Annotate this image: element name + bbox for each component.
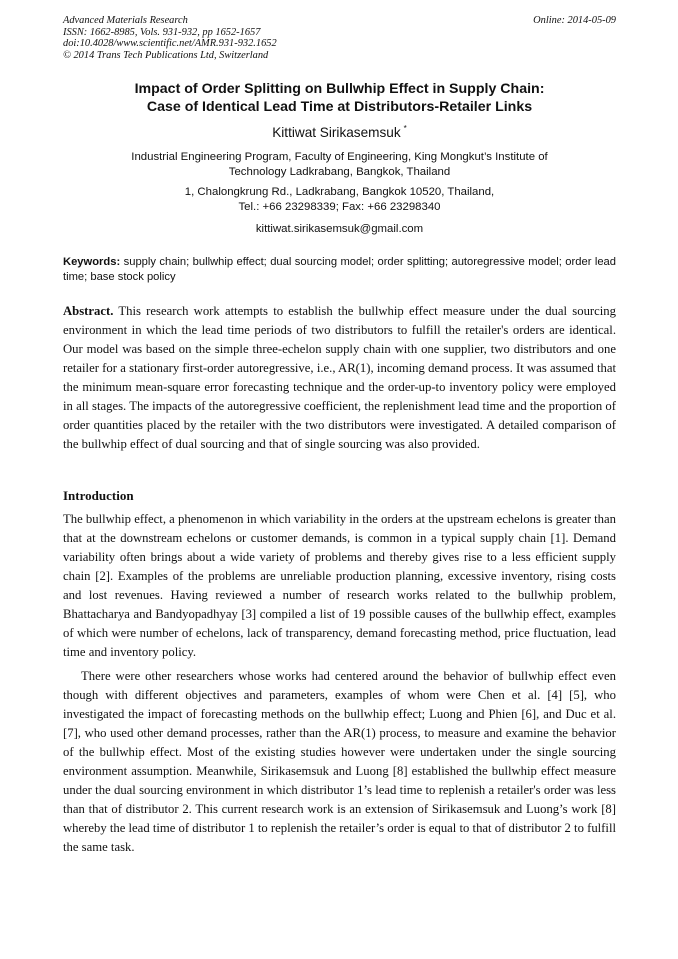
doi-line: doi:10.4028/www.scientific.net/AMR.931-932.1652 [63, 38, 277, 49]
address-line-2: Tel.: +66 23298339; Fax: +66 23298340 [238, 201, 441, 213]
journal-name: Advanced Materials Research [63, 15, 188, 26]
keywords [63, 255, 616, 285]
affiliation [63, 150, 616, 180]
abstract-text: This research work attempts to establish the bullwhip effect measure under the dual sourcing environment in which the lead time periods of two distributors to fulfill the retailer's orders are identical. Our model was based on the simple three-echelon supply chain with one supplier, two distributors and one retailer for a stationary first-order autoregressive, i.e., AR(1), incoming demand process. It was assumed that the minimum mean-square error forecasting technique and the order-up-to inventory policy were employed in all stages. The impacts of the autoregressive coefficient, the replenishment lead time and the proportion of order quantities placed by the retailer with the two distributors were investigated. A detailed comparison of the bullwhip effect of dual sourcing and that of single sourcing was also provided. [63, 304, 616, 451]
address-line-1: 1, Chalongkrung Rd., Ladkrabang, Bangkok 10520, Thailand, [184, 186, 495, 198]
keywords-label: Keywords: [63, 256, 121, 268]
issn-line: ISSN: 1662-8985, Vols. 931-932, pp 1652-1657 [63, 26, 261, 38]
corresponding-mark: * [403, 124, 407, 133]
address [63, 185, 616, 215]
abstract [63, 302, 616, 454]
affiliation-line-1: Industrial Engineering Program, Faculty of Engineering, King Mongkut’s Institute of [131, 151, 548, 163]
abstract-label: Abstract. [63, 304, 114, 318]
title-line-2: Case of Identical Lead Time at Distributors-Retailer Links [146, 99, 533, 115]
author [63, 124, 616, 140]
title-line-1: Impact of Order Splitting on Bullwhip Effect in Supply Chain: [134, 81, 545, 97]
intro-paragraph-2: There were other researchers whose works had centered around the behavior of bullwhip effect even though with different objectives and parameters, examples of whom were Chen et al. [4] [5], who investigated the impact of forecasting methods on the bullwhip effect; Luong and Phien [6], and Duc et al. [7], who used other demand processes, rather than the AR(1) process, to measure and examine the behavior of the bullwhip effect. Most of the existing studies however were undertaken under the single sourcing environment assumption. Meanwhile, Sirikasemsuk and Luong [8] established the bullwhip effect measure under the dual sourcing environment in which distributor 1’s lead time to replenish a retailer's order was less than that of distributor 2. This current research work is an extension of Sirikasemsuk and Luong’s work [8] whereby the lead time of distributor 1 to replenish the retailer’s order is equal to that of distributor 2 to fulfill the same task. [63, 669, 616, 854]
online-date: Online: 2014-05-09 [533, 15, 616, 26]
author-name: Kittiwat Sirikasemsuk [272, 125, 401, 140]
copyright-line: © 2014 Trans Tech Publications Ltd, Switzerland [63, 49, 269, 61]
keywords-text: supply chain; bullwhip effect; dual sourcing model; order splitting; autoregressive model; order lead time; base stock policy [63, 256, 616, 283]
paper-title [63, 80, 616, 116]
affiliation-line-2: Technology Ladkrabang, Bangkok, Thailand [228, 166, 451, 178]
author-email: kittiwat.sirikasemsuk@gmail.com [255, 223, 424, 235]
intro-paragraph-1: The bullwhip effect, a phenomenon in which variability in the orders at the upstream echelons is greater than that at the downstream echelons or customer demands, is common in a typical supply chain [1]. Demand variability often brings about a wide variety of problems and thereby gives rise to a less efficient supply chain [2]. Examples of the problems are unreliable production planning, excessive inventory, rising costs and lost revenues. Having reviewed a number of research works related to the bullwhip problem, Bhattacharya and Bandyopadhyay [3] compiled a list of 19 possible causes of the bullwhip effect, examples of which were number of echelons, lack of transparency, demand forecasting method, price fluctuation, lead time and inventory policy. [63, 512, 616, 659]
journal-header [63, 15, 616, 61]
section-heading-introduction: Introduction [63, 488, 134, 503]
